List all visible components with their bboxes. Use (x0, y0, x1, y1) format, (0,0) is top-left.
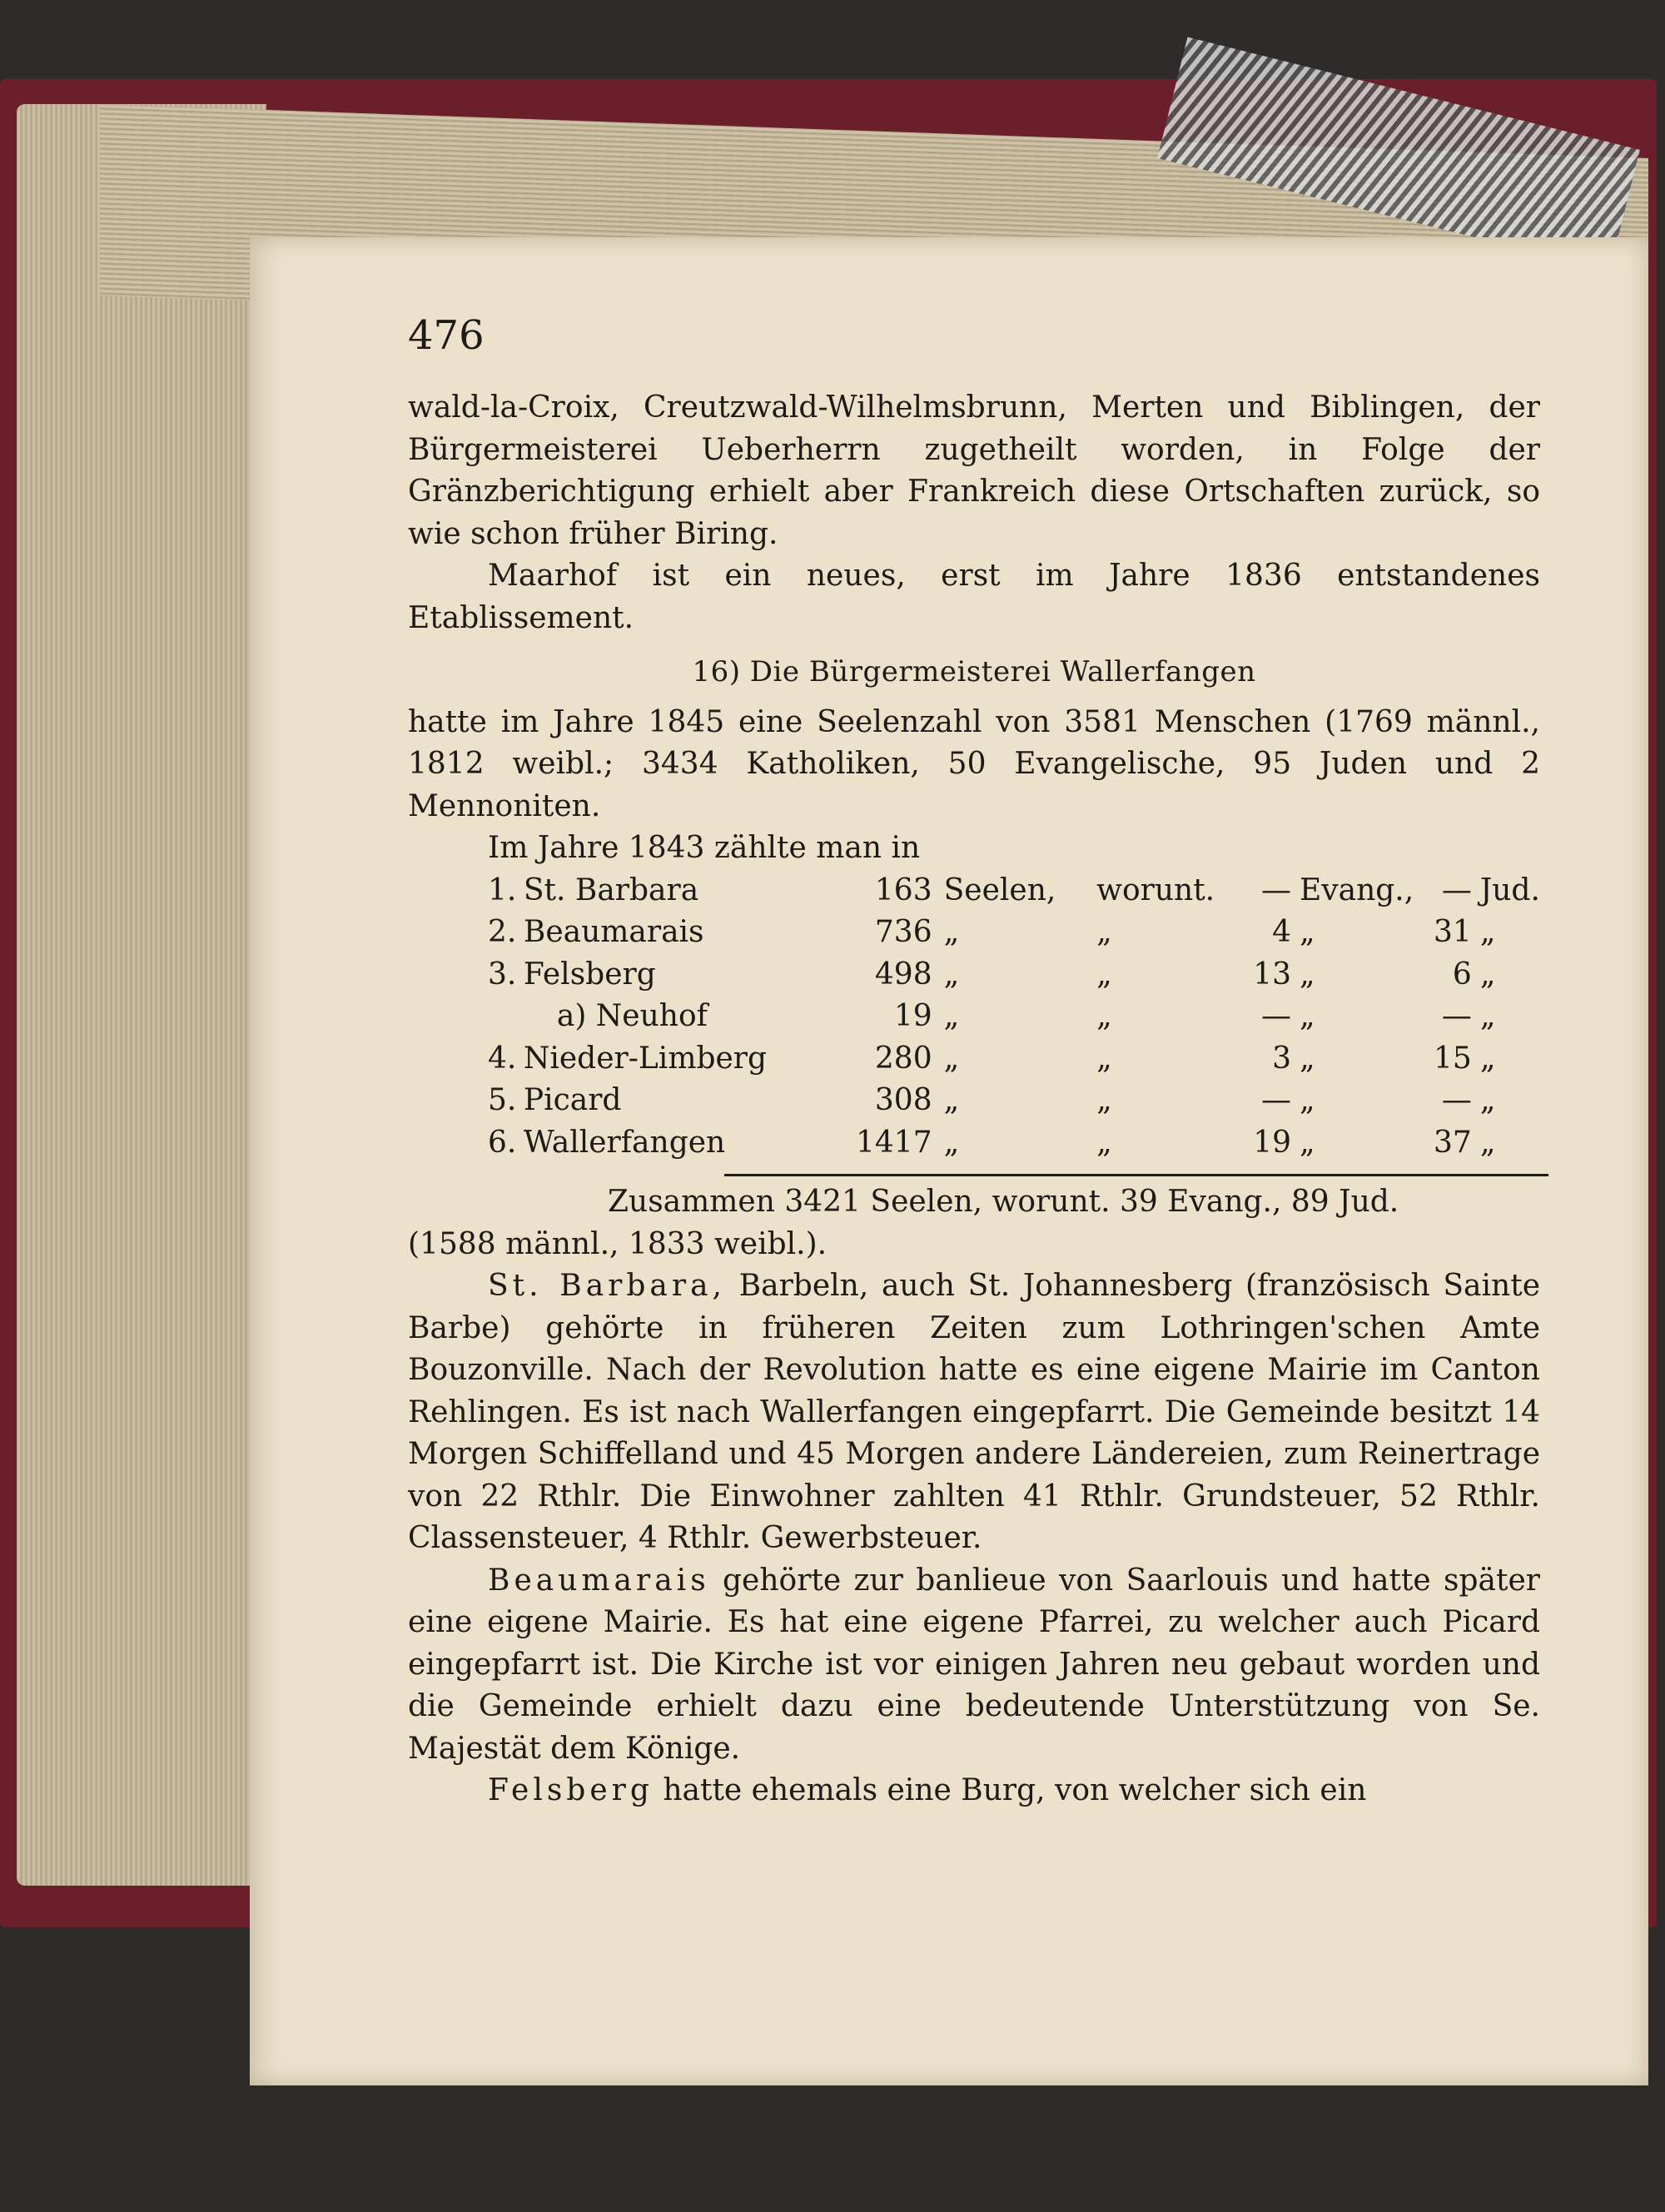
census-cell-jud: 37 (1434, 1125, 1472, 1160)
census-cell-evang: 3 (1272, 1041, 1291, 1076)
census-cell-jud-label: „ (1479, 915, 1496, 949)
census-cell-num: 4. (488, 1041, 517, 1076)
census-cell-jud-label: „ (1479, 1041, 1496, 1076)
census-cell-evang-label: „ (1300, 1041, 1315, 1076)
place-name-felsberg: Felsberg (488, 1773, 654, 1807)
census-cell-worunt: „ (1096, 915, 1112, 949)
census-cell-worunt: „ (1096, 1083, 1112, 1117)
census-cell-evang: — (1261, 999, 1291, 1033)
census-cell-seelen: „ (943, 957, 960, 992)
census-cell-total: 163 (874, 872, 932, 907)
census-total-gender: (1588 männl., 1833 weibl.). (408, 1226, 828, 1261)
paragraph-beaumarais (408, 1560, 1540, 1771)
census-cell-jud: — (1441, 1083, 1472, 1117)
census-cell-name: Picard (523, 1083, 622, 1117)
census-cell-jud-label: „ (1479, 957, 1496, 992)
paragraph-maarhof: Maarhof ist ein neues, erst im Jahre 1836 entstandenes Etablissement. (408, 559, 1540, 635)
census-cell-name: Nieder-Limberg (523, 1041, 768, 1076)
paragraph-1845: hatte im Jahre 1845 eine Seelenzahl von 3581 Menschen (1769 männl., 1812 weibl.; 3434 Katholiken, 50 Evangelische, 95 Juden und 2 Mennoniten. (408, 704, 1540, 823)
census-cell-evang: 13 (1253, 957, 1291, 992)
census-cell-seelen: „ (943, 915, 960, 949)
sum-rule (724, 1174, 1548, 1176)
census-cell-total: 19 (893, 999, 932, 1033)
census-cell-total: 1417 (856, 1125, 932, 1160)
paragraph-felsberg-text: hatte ehemals eine Burg, von welcher sich ein (653, 1773, 1367, 1807)
census-row (488, 1038, 1540, 1081)
paragraph-continuation: wald-la-Croix, Creutzwald-Wilhelmsbrunn, Merten und Biblingen, der Bürgermeisterei Ueberherrn zugetheilt worden, in Folge der Gränzberichtigung erhielt aber Frankreich diese Ortschaften zurück, so wie schon früher Biring. (408, 390, 1540, 551)
census-row (488, 1080, 1540, 1122)
census-cell-jud: 15 (1434, 1041, 1472, 1076)
census-cell-name: Wallerfangen (523, 1125, 726, 1160)
census-cell-evang: — (1261, 1083, 1291, 1117)
census-cell-worunt: „ (1096, 999, 1112, 1033)
census-cell-total: 280 (874, 1041, 932, 1076)
census-cell-jud-label: „ (1479, 1083, 1496, 1117)
place-name-st-barbara: St. Barbara, (488, 1269, 726, 1303)
census-cell-worunt: worunt. (1096, 872, 1215, 907)
census-cell-jud-label: „ (1479, 1125, 1496, 1160)
census-row (488, 870, 1540, 912)
census-cell-num: 3. (488, 957, 517, 992)
census-cell-jud-label: Jud. (1479, 872, 1540, 907)
census-cell-jud: — (1441, 872, 1472, 907)
page-text (408, 387, 1540, 1812)
census-cell-evang: 19 (1253, 1125, 1291, 1160)
census-row (488, 1122, 1540, 1165)
census-cell-seelen: „ (943, 999, 960, 1033)
place-name-beaumarais: Beaumarais (488, 1563, 710, 1598)
book-page (250, 237, 1648, 2085)
census-table (488, 870, 1540, 1165)
paragraph-beaumarais-text: gehörte zur banlieue von Saarlouis und hatte später eine eigene Mairie. Es hat eine eigene Pfarrei, zu welcher auch Picard eingepfarrt ist. Die Kirche ist vor einigen Jahren neu gebaut worden und die Gemeinde erhielt dazu eine bedeutende Unterstützung von Se. Majestät dem Könige. (408, 1563, 1540, 1766)
census-cell-evang: — (1261, 872, 1291, 907)
census-total: Zusammen 3421 Seelen, worunt. 39 Evang., 89 Jud. (608, 1185, 1399, 1219)
census-cell-evang-label: Evang., (1300, 872, 1414, 907)
census-cell-num: 6. (488, 1125, 517, 1160)
census-cell-evang-label: „ (1300, 915, 1315, 949)
census-cell-evang: 4 (1272, 915, 1291, 949)
census-cell-worunt: „ (1096, 1041, 1112, 1076)
census-cell-total: 498 (874, 957, 932, 992)
section-heading: 16) Die Bürgermeisterei Wallerfangen (692, 655, 1256, 688)
census-cell-seelen: „ (943, 1083, 960, 1117)
census-row (488, 996, 1540, 1038)
census-cell-evang-label: „ (1300, 1125, 1315, 1160)
census-cell-evang-label: „ (1300, 999, 1315, 1033)
census-cell-num: 2. (488, 915, 517, 949)
paragraph-felsberg (408, 1770, 1540, 1812)
census-cell-num: 1. (488, 872, 517, 907)
census-cell-total: 308 (874, 1083, 932, 1117)
page-edges-left (17, 104, 266, 1886)
census-cell-evang-label: „ (1300, 957, 1315, 992)
census-cell-jud: 6 (1452, 957, 1472, 992)
census-cell-evang-label: „ (1300, 1083, 1315, 1117)
census-cell-num: 5. (488, 1083, 517, 1117)
census-cell-num (488, 996, 524, 1038)
census-cell-seelen: „ (943, 1041, 960, 1076)
census-cell-jud: — (1441, 999, 1472, 1033)
census-cell-seelen: „ (943, 1125, 960, 1160)
paragraph-st-barbara-text: Barbeln, auch St. Johannesberg (französisch Sainte Barbe) gehörte in früheren Zeiten zum Lothringen'schen Amte Bouzonville. Nach der Revolution hatte es eine eigene Mairie im Canton Rehlingen. Es ist nach Wallerfangen eingepfarrt. Die Gemeinde besitzt 14 Morgen Schiffelland und 45 Morgen andere Ländereien, zum Reinertrage von 22 Rthlr. Die Einwohner zahlten 41 Rthlr. Grundsteuer, 52 Rthlr. Classensteuer, 4 Rthlr. Gewerbsteuer. (408, 1269, 1540, 1555)
census-cell-name: Beaumarais (523, 915, 704, 949)
census-cell-jud-label: „ (1479, 999, 1496, 1033)
census-cell-name: St. Barbara (523, 872, 699, 907)
census-cell-name: Felsberg (523, 957, 656, 992)
census-cell-seelen: Seelen, (943, 872, 1056, 907)
census-cell-name: a) Neuhof (556, 999, 708, 1033)
census-row (488, 912, 1540, 954)
census-cell-jud: 31 (1434, 915, 1472, 949)
census-row (488, 954, 1540, 997)
census-cell-worunt: „ (1096, 1125, 1112, 1160)
paragraph-st-barbara (408, 1265, 1540, 1560)
page-number: 476 (408, 312, 485, 359)
census-cell-worunt: „ (1096, 957, 1112, 992)
paragraph-1843-intro: Im Jahre 1843 zählte man in (488, 831, 921, 865)
census-cell-total: 736 (874, 915, 932, 949)
